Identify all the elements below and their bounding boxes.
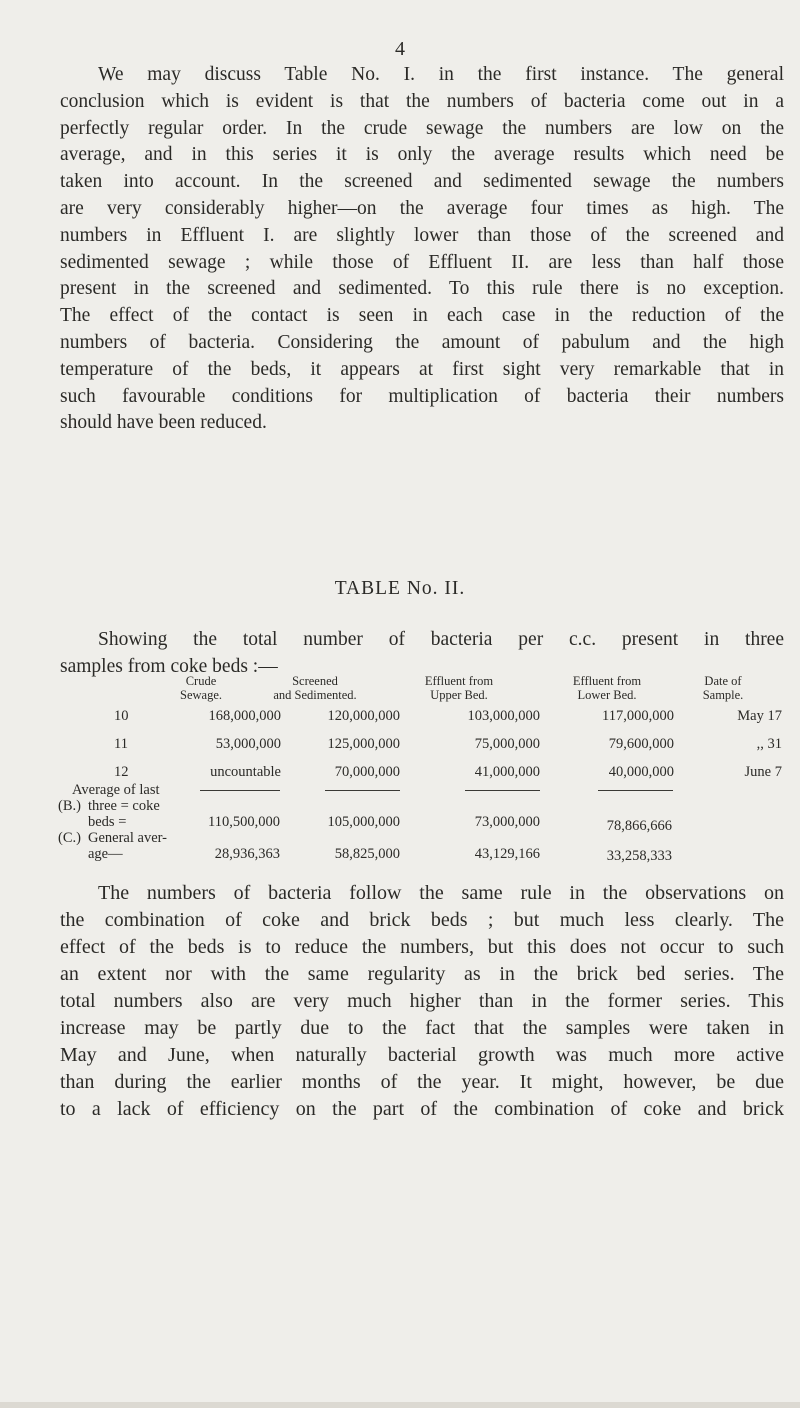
avg-b-screened: 105,000,000 bbox=[327, 814, 400, 830]
cell-crude: 53,000,000 bbox=[215, 736, 281, 752]
avg-c-marker: (C.) bbox=[58, 830, 81, 846]
header-line: Screened bbox=[292, 674, 338, 688]
cell-screened: 120,000,000 bbox=[327, 708, 400, 724]
cell-upper: 41,000,000 bbox=[474, 764, 540, 780]
table-title: TABLE No. II. bbox=[334, 578, 466, 599]
table-caption bbox=[60, 626, 784, 680]
intro-line: should have been reduced. bbox=[60, 412, 267, 434]
avg-c-label-line: General aver- bbox=[88, 830, 167, 846]
cell-screened: 125,000,000 bbox=[327, 736, 400, 752]
avg-c-label-line: age— bbox=[88, 846, 123, 862]
header-line: Crude bbox=[185, 674, 217, 688]
intro-line: such favourable conditions for multiplication of bacteria their numbers bbox=[60, 385, 784, 407]
closing-paragraph bbox=[60, 880, 784, 1123]
closing-line: increase may be partly due to the fact that the samples were taken in bbox=[60, 1017, 784, 1039]
cell-date: ,, 31 bbox=[756, 736, 782, 752]
header-line: Effluent from bbox=[572, 674, 642, 688]
cell-crude: 168,000,000 bbox=[208, 708, 281, 724]
avg-c-crude: 28,936,363 bbox=[214, 846, 280, 862]
closing-line: The numbers of bacteria follow the same rule in the observations on bbox=[98, 882, 784, 904]
cell-lower: 117,000,000 bbox=[602, 708, 674, 724]
cell-lower: 79,600,000 bbox=[608, 736, 674, 752]
avg-b-marker: (B.) bbox=[58, 798, 81, 814]
header-date bbox=[668, 674, 778, 702]
intro-line: average, and in this series it is only the average results which need be bbox=[60, 144, 784, 166]
header-line: Sample. bbox=[702, 688, 744, 702]
table-rule bbox=[200, 790, 280, 791]
table-rule bbox=[465, 790, 540, 791]
intro-line: present in the screened and sedimented. To this rule there is no exception. bbox=[60, 278, 784, 300]
closing-line: the combination of coke and brick beds ; but much less clearly. The bbox=[60, 909, 784, 931]
intro-line: are very considerably higher—on the average four times as high. The bbox=[60, 197, 784, 219]
avg-b-lower: 78,866,666 bbox=[606, 818, 672, 834]
closing-line: than during the earlier months of the year. It might, however, be due bbox=[60, 1071, 784, 1093]
closing-line: total numbers also are very much higher than in the former series. This bbox=[60, 990, 784, 1012]
caption-line: Showing the total number of bacteria per c.c. present in three bbox=[98, 629, 784, 650]
cell-upper: 75,000,000 bbox=[474, 736, 540, 752]
intro-line: sedimented sewage ; while those of Effluent II. are less than half those bbox=[60, 251, 784, 273]
header-crude-sewage bbox=[136, 674, 266, 702]
intro-line: taken into account. In the screened and sedimented sewage the numbers bbox=[60, 171, 784, 193]
intro-line: We may discuss Table No. I. in the first instance. The general bbox=[98, 64, 784, 85]
closing-line: to a lack of efficiency on the part of the combination of coke and brick bbox=[60, 1098, 784, 1120]
header-line: Effluent from bbox=[424, 674, 494, 688]
cell-date: June 7 bbox=[744, 764, 782, 780]
intro-paragraph bbox=[60, 62, 784, 437]
avg-c-label bbox=[88, 830, 167, 862]
caption-line: samples from coke beds :— bbox=[60, 656, 278, 677]
intro-line: The effect of the contact is seen in each case in the reduction of the bbox=[60, 305, 784, 327]
avg-b-label-line: three = coke bbox=[88, 798, 160, 814]
header-line: Sewage. bbox=[180, 688, 222, 702]
avg-b-label bbox=[88, 798, 160, 830]
header-line: Date of bbox=[704, 674, 742, 688]
closing-line: May and June, when naturally bacterial growth was much more active bbox=[60, 1044, 784, 1066]
intro-line: conclusion which is evident is that the numbers of bacteria come out in a bbox=[60, 90, 784, 112]
intro-line: perfectly regular order. In the crude sewage the numbers are low on the bbox=[60, 117, 784, 139]
header-line: Upper Bed. bbox=[430, 688, 488, 702]
average-heading: Average of last bbox=[72, 782, 160, 798]
cell-screened: 70,000,000 bbox=[334, 764, 400, 780]
header-lower-bed bbox=[542, 674, 672, 702]
table-rule bbox=[598, 790, 673, 791]
cell-date: May 17 bbox=[737, 708, 782, 724]
avg-b-upper: 73,000,000 bbox=[474, 814, 540, 830]
avg-c-upper: 43,129,166 bbox=[474, 846, 540, 862]
closing-line: an extent nor with the same regularity as in the brick bed series. The bbox=[60, 963, 784, 985]
header-screened bbox=[250, 674, 380, 702]
header-line: Lower Bed. bbox=[577, 688, 637, 702]
closing-line: effect of the beds is to reduce the numbers, but this does not occur to such bbox=[60, 936, 784, 958]
cell-crude: uncountable bbox=[210, 764, 281, 780]
row-label: 11 bbox=[114, 736, 128, 752]
row-label: 10 bbox=[114, 708, 129, 724]
page-edge bbox=[0, 1402, 800, 1408]
intro-line: numbers in Effluent I. are slightly lower than those of the screened and bbox=[60, 224, 784, 246]
avg-b-label-line: beds = bbox=[88, 814, 127, 830]
page-number: 4 bbox=[395, 38, 405, 60]
table-rule bbox=[325, 790, 400, 791]
row-label: 12 bbox=[114, 764, 129, 780]
avg-b-crude: 110,500,000 bbox=[208, 814, 280, 830]
cell-upper: 103,000,000 bbox=[467, 708, 540, 724]
intro-line: temperature of the beds, it appears at first sight very remarkable that in bbox=[60, 358, 784, 380]
header-line: and Sedimented. bbox=[273, 688, 357, 702]
intro-line: numbers of bacteria. Considering the amount of pabulum and the high bbox=[60, 331, 784, 353]
cell-lower: 40,000,000 bbox=[608, 764, 674, 780]
avg-c-lower: 33,258,333 bbox=[606, 848, 672, 864]
header-upper-bed bbox=[394, 674, 524, 702]
avg-c-screened: 58,825,000 bbox=[334, 846, 400, 862]
